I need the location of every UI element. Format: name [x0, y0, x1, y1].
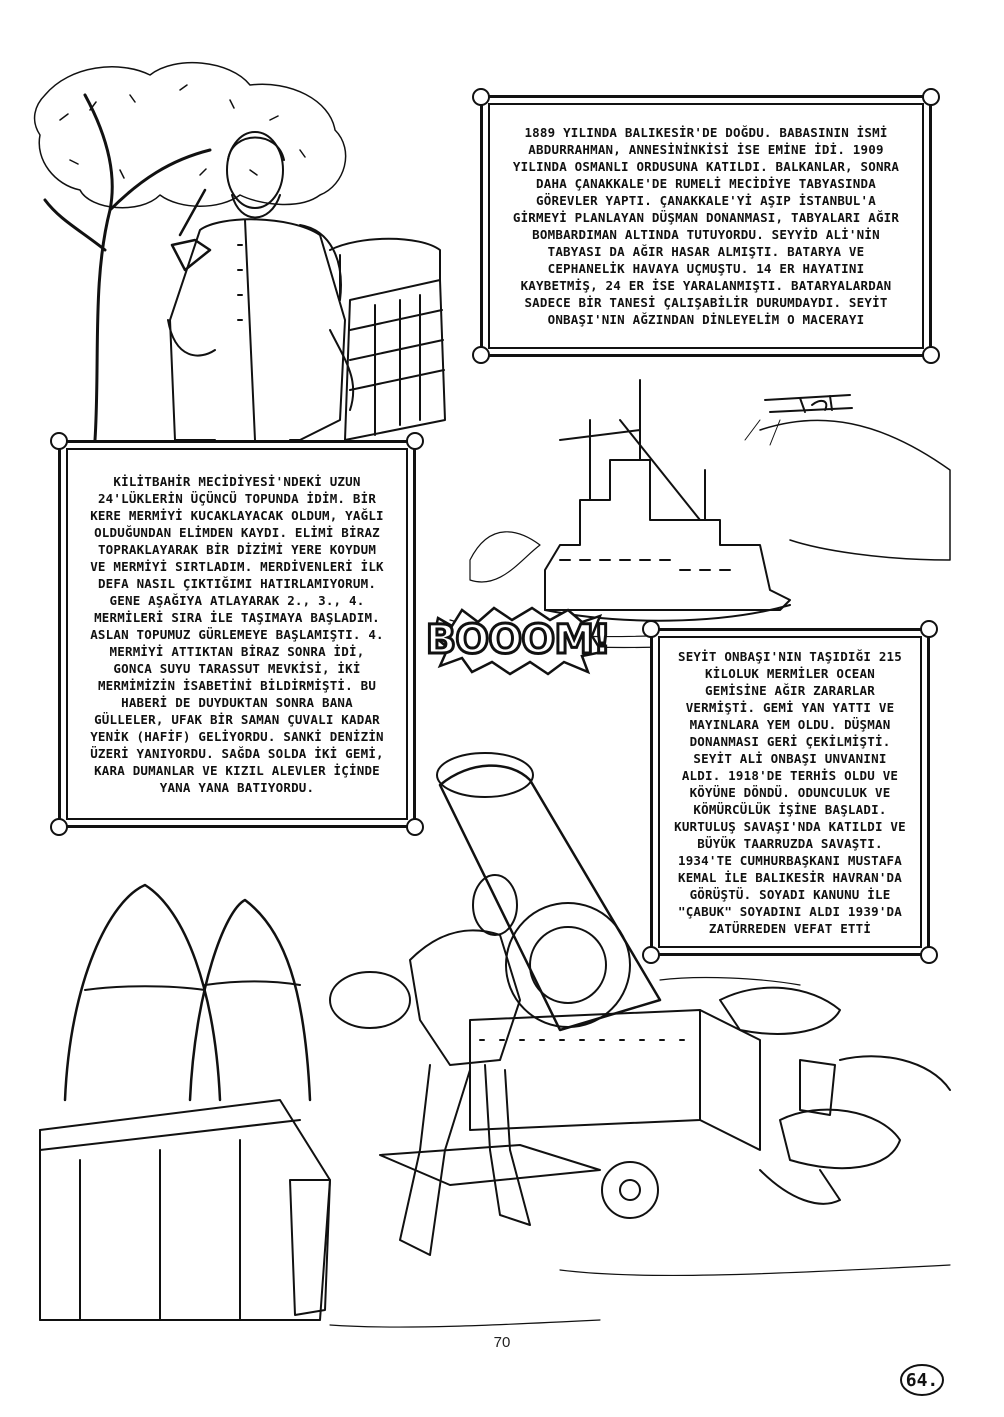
caption-text: 1889 YILINDA BALIKESİR'DE DOĞDU. BABASININ İSMİ ABDURRAHMAN, ANNESİNİNKİSİ İSE EMİNE İDİ. 1909 YILINDA OSMANLI ORDUSUNA KATILDI. BALKANLAR, SONRA DAHA ÇANAKKALE'DE RUMELİ MECİDİYE TABYASINDA GÖREVLER YAPTI. ÇANAKKALE'Yİ AŞIP İSTANBUL'A GİRMEYİ PLANLAYAN DÜŞMAN DONANMASI, TABYALARI AĞIR BOMBARDIMAN ALTINDA TUTUYORDU. SEYYİD ALİ'NİN TABYASI DA AĞIR HASAR ALMIŞTI. BATARYA VE CEPHANELİK HAVAYA UÇMUŞTU. 14 ER HAYATINI KAYBETMİŞ, 24 ER İSE YARALANMIŞTI. BATARYALARDAN SADECE BİR TANESİ ÇALIŞABİLİR DURUMDAYDI. SEYİT ONBAŞI'NIN AĞZINDAN DİNLEYELİM O MACERAYI [512, 125, 900, 327]
tree-illustration [35, 63, 346, 440]
scroll-curl-icon [922, 346, 940, 364]
scroll-curl-icon [406, 432, 424, 450]
scroll-curl-icon [642, 946, 660, 964]
scroll-curl-icon [920, 620, 938, 638]
caption-aftermath [650, 628, 930, 956]
scroll-curl-icon [472, 346, 490, 364]
caption-text: SEYİT ONBAŞI'NIN TAŞIDIĞI 215 KİLOLUK MERMİLER OCEAN GEMİSİNE AĞIR ZARARLAR VERMİŞTİ. GEMİ YAN YATTI VE MAYINLARA YEM OLDU. DÜŞMAN DONANMASI GERİ ÇEKİLMİŞTİ. SEYİT ALİ ONBAŞI UNVANINI ALDI. 1918'DE TERHİS OLDU VE KÖYÜNE DÖNDÜ. ODUNCULUK VE KÖMÜRCÜLÜK İŞİNE BAŞLADI. KURTULUŞ SAVAŞI'NDA KATILDI VE BÜYÜK TAARRUZDA SAVAŞTI. 1934'TE CUMHURBAŞKANI MUSTAFA KEMAL İLE BALIKESİR HAVRAN'DA GÖRÜŞTÜ. SOYADI KANUNU İLE "ÇABUK" SOYADINI ALDI 1939'DA ZATÜRREDEN VEFAT ETTİ [674, 648, 906, 936]
scroll-curl-icon [50, 432, 68, 450]
scroll-curl-icon [642, 620, 660, 638]
boom-text: BOOOM! [425, 617, 611, 663]
caption-biography-intro [480, 95, 932, 357]
comic-page-number: 64. [898, 1362, 946, 1398]
biplane-illustration [745, 395, 852, 445]
soldier-carrying-shell [330, 875, 530, 1255]
artillery-shells [65, 885, 310, 1100]
scroll-curl-icon [406, 818, 424, 836]
page-number: 70 [493, 1334, 511, 1351]
scroll-curl-icon [922, 88, 940, 106]
stone-wall [330, 239, 445, 440]
wooden-crate [40, 1100, 330, 1320]
caption-seyit-account [58, 440, 416, 828]
seyit-onbasi-portrait [168, 132, 353, 440]
scroll-curl-icon [472, 88, 490, 106]
scroll-curl-icon [920, 946, 938, 964]
scroll-curl-icon [50, 818, 68, 836]
caption-text: KİLİTBAHİR MECİDİYESİ'NDEKİ UZUN 24'LÜKLERİN ÜÇÜNCÜ TOPUNDA İDİM. BİR KERE MERMİYİ KUCAKLAYACAK OLDUM, YAĞLI OLDUĞUNDAN ELİMDEN KAYDI. ELİMİ BİRAZ TOPRAKLAYARAK BİR DİZİMİ YERE KOYDUM VE MERMİYİ SIRTLADIM. MERDİVENLERİ İLK DEFA NASIL ÇIKTIĞIMI HATIRLAMIYORUM. GENE AŞAĞIYA ATLAYARAK 2., 3., 4. MERMİLERİ SIRA İLE TAŞIMAYA BAŞLADIM. ASLAN TOPUMUZ GÜRLEMEYE BAŞLAMIŞTI. 4. MERMİYİ ATTIKTAN BİRAZ SONRA İDİ, GONCA SUYU TARASSUT MEVKİSİ, İKİ MERMİMİZİN İSABETİNİ BİLDİRMİŞTİ. BU HABERİ DE DUYDUKTAN SONRA BANA GÜLLELER, UFAK BİR SAMAN ÇUVALI KADAR YENİK (HAFİF) GELİYORDU. SANKİ DENİZİN ÜZERİ YANIYORDU. SAĞDA SOLDA İKİ GEMİ, KARA DUMANLAR VE KIZIL ALEVLER İÇİNDE YANA YANA BATIYORDU. [90, 473, 384, 795]
boom-sound-effect [425, 604, 611, 676]
